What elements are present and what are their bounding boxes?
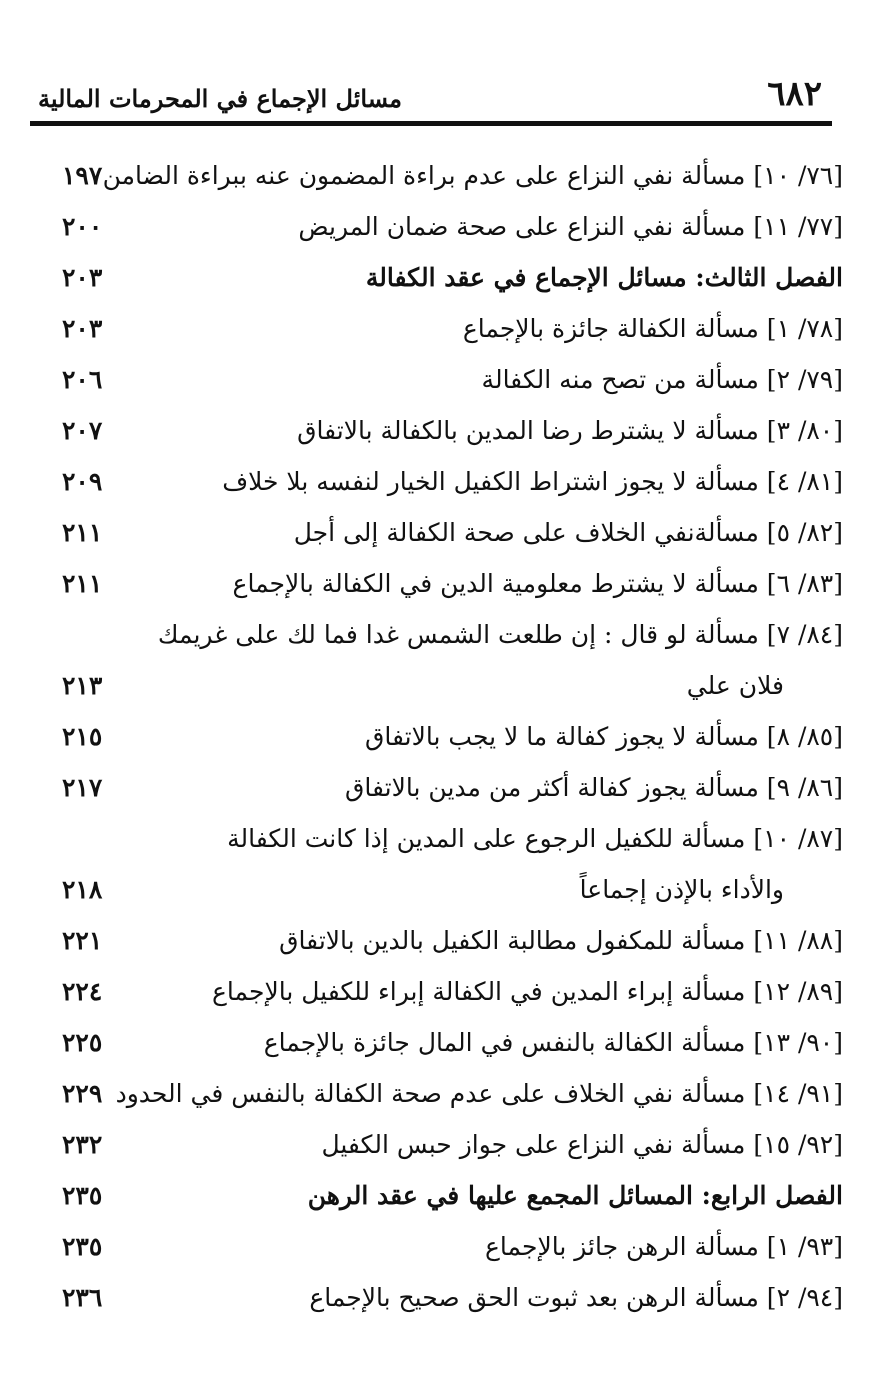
toc-entry	[0, 456, 879, 507]
toc-entry-text: [٩٣/ ١] مسألة الرهن جائز بالإجماع	[485, 1232, 843, 1261]
toc-entry-text: [٧٦/ ١٠] مسألة نفي النزاع على عدم براءة المضمون عنه ببراءة الضامن	[102, 161, 843, 190]
toc-page-number: ٢٢٩	[62, 1079, 103, 1108]
toc-entry	[0, 150, 879, 201]
toc-entry	[0, 354, 879, 405]
toc-entry	[0, 1119, 879, 1170]
toc-entry	[0, 813, 879, 864]
toc-page-number: ٢٣٥	[62, 1181, 103, 1210]
page-number: ٦٨٢	[767, 74, 822, 114]
page-header	[38, 66, 832, 118]
toc-page-number: ٢٠٦	[62, 365, 103, 394]
toc-entry	[0, 1068, 879, 1119]
header-rule	[30, 121, 832, 126]
toc-entry-text: [٨٩/ ١٢] مسألة إبراء المدين في الكفالة إبراء للكفيل بالإجماع	[212, 977, 843, 1006]
table-of-contents	[0, 150, 879, 1323]
toc-entry-text: [٧٧/ ١١] مسألة نفي النزاع على صحة ضمان المريض	[298, 212, 843, 241]
toc-entry	[0, 864, 879, 915]
toc-entry	[0, 303, 879, 354]
toc-entry-text: [٩٢/ ١٥] مسألة نفي النزاع على جواز حبس الكفيل	[321, 1130, 843, 1159]
toc-page-number: ٢١٥	[62, 722, 103, 751]
toc-entry-text: الفصل الثالث: مسائل الإجماع في عقد الكفالة	[365, 263, 843, 292]
toc-page-number: ٢١١	[62, 518, 103, 547]
running-title: مسائل الإجماع في المحرمات المالية	[38, 84, 402, 113]
toc-page-number: ٢٣٥	[62, 1232, 103, 1261]
toc-page-number: ٢٠٣	[62, 263, 103, 292]
toc-entry	[0, 558, 879, 609]
toc-entry-text: [٩٤/ ٢] مسألة الرهن بعد ثبوت الحق صحيح بالإجماع	[309, 1283, 843, 1312]
toc-page-number: ٢٢٥	[62, 1028, 103, 1057]
toc-entry	[0, 1017, 879, 1068]
toc-entry	[0, 915, 879, 966]
toc-entry-text: [٧٩/ ٢] مسألة من تصح منه الكفالة	[481, 365, 843, 394]
toc-entry-text: [٩٠/ ١٣] مسألة الكفالة بالنفس في المال جائزة بالإجماع	[263, 1028, 843, 1057]
toc-entry-text: الفصل الرابع: المسائل المجمع عليها في عقد الرهن	[307, 1181, 843, 1210]
toc-page-number: ٢١٣	[62, 671, 103, 700]
toc-page-number: ٢٣٦	[62, 1283, 103, 1312]
toc-page-number	[62, 609, 132, 660]
toc-entry-text: [٨٥/ ٨] مسألة لا يجوز كفالة ما لا يجب بالاتفاق	[365, 722, 843, 751]
toc-page-number: ٢٠٧	[62, 416, 103, 445]
toc-entry	[0, 609, 879, 660]
toc-page-number: ٢٠٣	[62, 314, 103, 343]
toc-entry-text: [٨٨/ ١١] مسألة للمكفول مطالبة الكفيل بالدين بالاتفاق	[279, 926, 843, 955]
toc-entry-text: [٨١/ ٤] مسألة لا يجوز اشتراط الكفيل الخيار لنفسه بلا خلاف	[222, 467, 843, 496]
toc-entry	[0, 660, 879, 711]
toc-entry-text: [٨٢/ ٥] مسألةنفي الخلاف على صحة الكفالة إلى أجل	[293, 518, 843, 547]
toc-entry-text: [٨٦/ ٩] مسألة يجوز كفالة أكثر من مدين بالاتفاق	[345, 773, 843, 802]
toc-entry	[0, 1221, 879, 1272]
toc-entry	[0, 405, 879, 456]
toc-entry	[0, 1272, 879, 1323]
toc-entry-text: [٨٠/ ٣] مسألة لا يشترط رضا المدين بالكفالة بالاتفاق	[297, 416, 843, 445]
toc-page-number: ٢٢٤	[62, 977, 103, 1006]
toc-entry-text: فلان علي	[686, 671, 784, 700]
toc-page-number: ٢١٧	[62, 773, 103, 802]
toc-entry-text: [٨٧/ ١٠] مسألة للكفيل الرجوع على المدين إذا كانت الكفالة	[227, 824, 843, 853]
toc-entry-text: [٨٤/ ٧] مسألة لو قال : إن طلعت الشمس غدا فما لك على غريمك	[157, 620, 843, 649]
toc-entry	[0, 711, 879, 762]
toc-page-number: ١٩٧	[62, 161, 103, 190]
toc-page-number: ٢٠٠	[62, 212, 103, 241]
toc-page-number: ٢٠٩	[62, 467, 103, 496]
toc-entry-text: والأداء بالإذن إجماعاً	[579, 875, 784, 904]
toc-page-number	[62, 813, 132, 864]
toc-entry-text: [٩١/ ١٤] مسألة نفي الخلاف على عدم صحة الكفالة بالنفس في الحدود	[115, 1079, 843, 1108]
toc-page-number: ٢١١	[62, 569, 103, 598]
toc-entry	[0, 966, 879, 1017]
toc-entry	[0, 201, 879, 252]
toc-entry	[0, 507, 879, 558]
toc-chapter-heading	[0, 252, 879, 303]
toc-entry	[0, 762, 879, 813]
toc-page-number: ٢١٨	[62, 875, 103, 904]
toc-entry-text: [٨٣/ ٦] مسألة لا يشترط معلومية الدين في الكفالة بالإجماع	[232, 569, 843, 598]
toc-chapter-heading	[0, 1170, 879, 1221]
toc-page-number: ٢٢١	[62, 926, 103, 955]
toc-entry-text: [٧٨/ ١] مسألة الكفالة جائزة بالإجماع	[462, 314, 843, 343]
toc-page-number: ٢٣٢	[62, 1130, 103, 1159]
